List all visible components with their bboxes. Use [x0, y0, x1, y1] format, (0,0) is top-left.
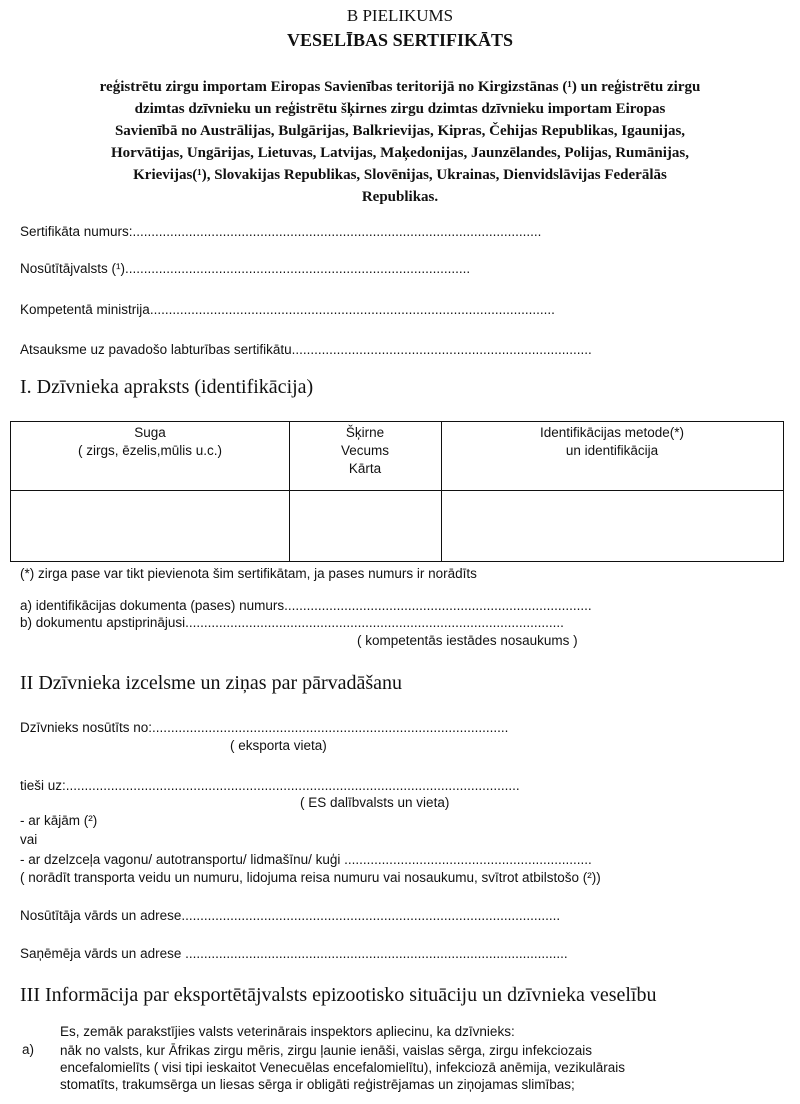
header-line: Suga: [134, 425, 166, 440]
receiver-line: Saņēmēja vārds un adrese ......................................................................................................: [20, 946, 568, 961]
item-a-line: encefalomielīts ( visi tipi ieskaitot Venecuēlas encefalomielītu), infekciozā anēmija, vezikulārais: [60, 1060, 626, 1075]
header-line: Šķirne: [345, 425, 385, 440]
on-foot-line: - ar kājām (²): [20, 813, 98, 828]
item-a-text: [60, 1042, 625, 1093]
passport-footnote: (*) zirga pase var tikt pievienota šim sertifikātam, ja pases numurs ir norādīts: [20, 566, 477, 581]
authority-note: ( kompetentās iestādes nosaukums ): [357, 633, 578, 648]
animal-description-table: [10, 421, 784, 562]
header-line: ( zirgs, ēzelis,mūlis u.c.): [77, 443, 223, 458]
table-cell-breed[interactable]: [289, 492, 441, 560]
sending-country-field: [20, 261, 780, 276]
or-line: vai: [20, 832, 38, 847]
approved-by-line: b) dokumentu apstiprinājusi.....................................................................................................: [20, 615, 564, 630]
item-a-label: a): [22, 1042, 35, 1057]
intro-line: dzimtas dzīvnieku un reģistrētu šķirnes zirgu dzimtas dzīvnieku importam Eiropas: [134, 101, 666, 117]
intro-block: [10, 76, 790, 208]
welfare-certificate-field: [20, 342, 780, 357]
field-dots: ............................................................................................................: [149, 302, 555, 317]
intro-line: Republikas.: [361, 189, 439, 205]
intro-line: reģistrētu zirgu importam Eiropas Savienības teritorijā no Kirgizstānas (¹) un reģistrētu zirgu: [99, 79, 701, 95]
export-place-note: ( eksporta vieta): [230, 738, 327, 753]
field-label: Sertifikāta numurs:: [20, 224, 133, 239]
transport-line: - ar dzelzceļa vagonu/ autotransportu/ lidmašīnu/ kuģi ..................................................................: [20, 852, 592, 867]
item-a-line: nāk no valsts, kur Āfrikas zirgu mēris, zirgu ļaunie ienāši, vaislas sērga, zirgu infekciozais: [60, 1043, 592, 1058]
certificate-number-field: [20, 224, 780, 239]
intro-line: Savienībā no Austrālijas, Bulgārijas, Balkrievijas, Kipras, Čehijas Republikas, Igaunijas,: [114, 123, 686, 139]
transport-note: ( norādīt transporta veidu un numuru, lidojuma reisa numuru vai nosaukumu, svītrot atbilstošo (²)): [20, 870, 601, 885]
table-cell-identification[interactable]: [441, 492, 783, 560]
section-2-heading: II Dzīvnieka izcelsme un ziņas par pārvadāšanu: [20, 672, 403, 694]
table-header-species: [11, 424, 289, 460]
passport-number-line: a) identifikācijas dokumenta (pases) numurs..................................................................................: [20, 598, 592, 613]
sent-from-line: Dzīvnieks nosūtīts no:...............................................................................................: [20, 720, 509, 735]
intro-line: Krievijas(¹), Slovakijas Republikas, Slovēnijas, Ukrainas, Dienvidslāvijas Federālās: [133, 167, 667, 183]
field-dots: ................................................................................: [291, 342, 592, 357]
table-header-identification: [441, 424, 783, 460]
section-3-heading: III Informācija par eksportētājvalsts epizootisko situāciju un dzīvnieka veselību: [20, 984, 657, 1006]
table-divider: [11, 490, 783, 491]
document-title: VESELĪBAS SERTIFIKĀTS: [287, 30, 513, 50]
field-dots: .............................................................................................................: [132, 224, 542, 239]
directly-to-line: tieši uz:.........................................................................................................................: [20, 778, 520, 793]
field-label: Atsauksme uz pavadošo labturības sertifikātu: [20, 342, 292, 357]
table-header-breed: [289, 424, 441, 478]
header-line: Kārta: [348, 461, 382, 476]
es-place-note: ( ES dalībvalsts un vieta): [300, 795, 450, 810]
ministry-field: [20, 302, 780, 317]
intro-line: Horvātijas, Ungārijas, Lietuvas, Latvijas, Maķedonijas, Jaunzēlandes, Polijas, Rumānijas,: [111, 145, 689, 161]
section-1-heading: I. Dzīvnieka apraksts (identifikācija): [20, 376, 314, 398]
annex-label: B PIELIKUMS: [346, 6, 454, 25]
header-line: Identifikācijas metode(*): [539, 425, 685, 440]
field-dots: ............................................................................................: [125, 261, 471, 276]
item-a-line: stomatīts, trakumsērga un liesas sērga ir obligāti reģistrējamas un ziņojamas slimības;: [60, 1077, 575, 1092]
field-label: Kompetentā ministrija: [20, 302, 150, 317]
declaration-intro: Es, zemāk parakstījies valsts veterinārais inspektors apliecinu, ka dzīvnieks:: [60, 1024, 515, 1039]
sender-line: Nosūtītāja vārds un adrese.....................................................................................................: [20, 908, 561, 923]
table-cell-species[interactable]: [11, 492, 289, 560]
header-line: un identifikācija: [565, 443, 659, 458]
header-line: Vecums: [340, 443, 390, 458]
field-label: Nosūtītājvalsts (¹): [20, 261, 126, 276]
